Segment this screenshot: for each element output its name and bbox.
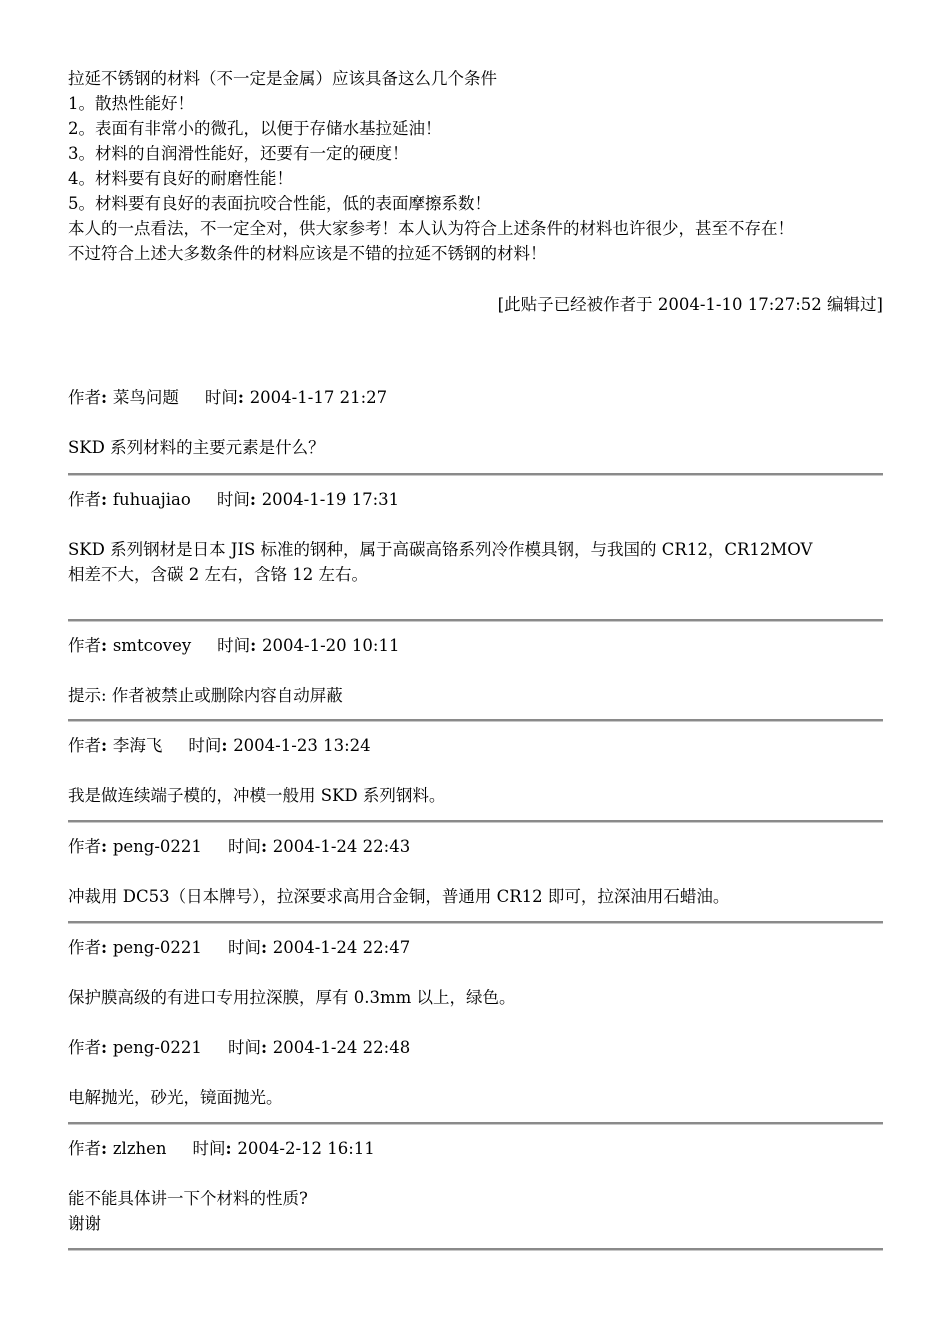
reply-post: [68, 834, 883, 924]
intro-line: 4。材料要有良好的耐磨性能！: [68, 169, 293, 188]
post-time: 2004-1-24 22:48: [272, 1038, 411, 1057]
post-author: 菜鸟问题: [112, 388, 179, 407]
original-post: [68, 66, 883, 317]
time-label: 时间: [188, 736, 222, 755]
time-label: 时间: [204, 388, 238, 407]
post-time: 2004-1-24 22:43: [272, 837, 411, 856]
post-author: smtcovey: [112, 636, 192, 655]
post-meta: 作者: 李海飞 时间: 2004-1-23 13:24: [68, 736, 371, 755]
post-time: 2004-1-24 22:47: [272, 938, 411, 957]
post-time: 2004-1-23 13:24: [233, 736, 371, 755]
author-label: 作者: [68, 1139, 101, 1158]
time-label: 时间: [227, 938, 261, 957]
post-author: fuhuajiao: [112, 490, 191, 509]
post-content: SKD 系列材料的主要元素是什么？: [68, 438, 325, 457]
time-label: 时间: [227, 1038, 261, 1057]
time-label: 时间: [216, 490, 250, 509]
intro-line: 2。表面有非常小的微孔，以便于存储水基拉延油！: [68, 119, 442, 138]
author-label: 作者: [68, 490, 101, 509]
post-content: 我是做连续端子模的，冲模一般用 SKD 系列钢料。: [68, 786, 446, 805]
intro-line: 1。散热性能好！: [68, 94, 194, 113]
author-label: 作者: [68, 837, 101, 856]
author-label: 作者: [68, 938, 101, 957]
time-label: 时间: [192, 1139, 226, 1158]
post-meta: 作者: peng-0221 时间: 2004-1-24 22:43: [68, 837, 411, 856]
post-meta: 作者: peng-0221 时间: 2004-1-24 22:48: [68, 1038, 411, 1057]
post-author: peng-0221: [112, 1038, 202, 1057]
post-time: 2004-1-17 21:27: [249, 388, 388, 407]
post-time: 2004-2-12 16:11: [237, 1139, 375, 1158]
post-meta: 作者: 菜鸟问题 时间: 2004-1-17 21:27: [68, 388, 388, 407]
post-meta: 作者: smtcovey 时间: 2004-1-20 10:11: [68, 636, 400, 655]
forum-thread: [68, 66, 883, 1251]
post-content: 能不能具体讲一下个材料的性质?: [68, 1189, 308, 1208]
intro-line: 不过符合上述大多数条件的材料应该是不错的拉延不锈钢的材料！: [68, 244, 547, 263]
reply-post: [68, 1035, 883, 1125]
post-content: 冲裁用 DC53（日本牌号），拉深要求高用合金铜，普通用 CR12 即可，拉深油用石蜡油。: [68, 887, 730, 906]
post-divider: [68, 1248, 883, 1251]
post-content: 电解抛光，砂光，镜面抛光。: [68, 1088, 283, 1107]
post-author: 李海飞: [112, 736, 163, 755]
post-time: 2004-1-20 10:11: [262, 636, 400, 655]
intro-line: 拉延不锈钢的材料（不一定是金属）应该具备这么几个条件: [68, 69, 497, 88]
reply-post: [68, 935, 883, 1010]
time-label: 时间: [217, 636, 251, 655]
post-content: 相差不大，含碳 2 左右，含铬 12 左右。: [68, 565, 368, 584]
reply-post: [68, 1136, 883, 1251]
post-content: 保护膜高级的有进口专用拉深膜，厚有 0.3mm 以上，绿色。: [68, 988, 516, 1007]
author-label: 作者: [68, 736, 101, 755]
author-label: 作者: [68, 388, 101, 407]
reply-post: [68, 733, 883, 823]
intro-line: 本人的一点看法，不一定全对，供大家参考！本人认为符合上述条件的材料也许很少，甚至不存在！: [68, 219, 794, 238]
edit-note: [此贴子已经被作者于 2004-1-10 17:27:52 编辑过]: [497, 295, 883, 314]
intro-line: 5。材料要有良好的表面抗咬合性能，低的表面摩擦系数！: [68, 194, 491, 213]
reply-post: [68, 385, 883, 476]
post-meta: 作者: peng-0221 时间: 2004-1-24 22:47: [68, 938, 411, 957]
post-content: 提示: 作者被禁止或删除内容自动屏蔽: [68, 686, 343, 705]
reply-post: [68, 633, 883, 722]
author-label: 作者: [68, 636, 101, 655]
time-label: 时间: [227, 837, 261, 856]
intro-line: 3。材料的自润滑性能好，还要有一定的硬度！: [68, 144, 409, 163]
post-author: peng-0221: [112, 837, 202, 856]
post-meta: 作者: zlzhen 时间: 2004-2-12 16:11: [68, 1139, 375, 1158]
author-label: 作者: [68, 1038, 101, 1057]
post-content: SKD 系列钢材是日本 JIS 标准的钢种，属于高碳高铬系列冷作模具钢，与我国的 CR12，CR12MOV: [68, 540, 813, 559]
post-author: zlzhen: [112, 1139, 167, 1158]
post-time: 2004-1-19 17:31: [261, 490, 400, 509]
post-meta: 作者: fuhuajiao 时间: 2004-1-19 17:31: [68, 490, 400, 509]
post-author: peng-0221: [112, 938, 202, 957]
post-content: 谢谢: [68, 1214, 101, 1233]
reply-post: [68, 487, 883, 622]
